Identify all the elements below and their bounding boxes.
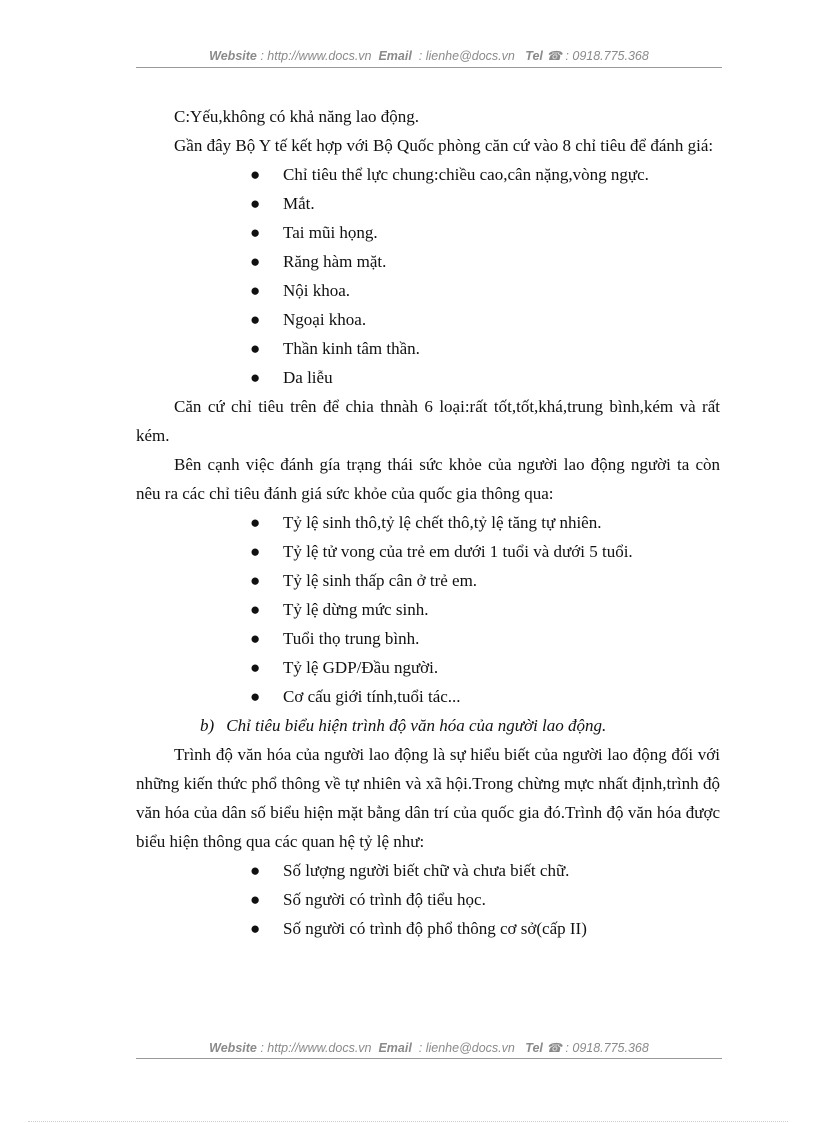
footer-divider <box>136 1058 722 1059</box>
list-item: ● Tai mũi họng. <box>136 218 720 247</box>
list-item: ● Nội khoa. <box>136 276 720 305</box>
bullet-icon: ● <box>250 629 261 648</box>
bullet-icon: ● <box>250 310 261 329</box>
bullet-list-health-criteria <box>136 160 720 392</box>
section-heading-number: b) <box>200 716 215 735</box>
bullet-icon: ● <box>250 890 261 909</box>
bullet-list-education <box>136 856 720 943</box>
bullet-icon: ● <box>250 194 261 213</box>
paragraph-5: Trình độ văn hóa của người lao động là sự hiểu biết của người lao động đối với những kiến thức phổ thông về tự nhiên và xã hội.Trong chừng mực nhất định,trình độ văn hóa của dân số biểu hiện mặt bằng dân trí của quốc gia đó.Trình độ văn hóa được biểu hiện thông qua các quan hệ tỷ lệ như: <box>136 745 720 851</box>
list-item: ● Ngoại khoa. <box>136 305 720 334</box>
bullet-icon: ● <box>250 339 261 358</box>
list-item: ● Số lượng người biết chữ và chưa biết chữ. <box>136 856 720 885</box>
phone-icon: ☎ <box>546 1041 562 1055</box>
list-item: ● Thần kinh tâm thần. <box>136 334 720 363</box>
paragraph-4: Bên cạnh việc đánh gía trạng thái sức khỏe của người lao động người ta còn nêu ra các chỉ tiêu đánh giá sức khỏe của quốc gia thông qua: <box>136 455 720 503</box>
header-divider <box>136 67 722 68</box>
list-item: ● Tỷ lệ GDP/Đầu người. <box>136 653 720 682</box>
list-item: ● Tỷ lệ sinh thô,tỷ lệ chết thô,tỷ lệ tăng tự nhiên. <box>136 508 720 537</box>
footer-website-label: Website <box>209 1041 257 1055</box>
list-item: ● Da liễu <box>136 363 720 392</box>
footer-email-link[interactable]: lienhe@docs.vn <box>425 1041 515 1055</box>
list-item: ● Cơ cấu giới tính,tuổi tác... <box>136 682 720 711</box>
header-website-label: Website <box>209 49 257 63</box>
bullet-icon: ● <box>250 658 261 677</box>
page-edge-dotted-line <box>28 1121 788 1122</box>
list-item: ● Tuổi thọ trung bình. <box>136 624 720 653</box>
bullet-icon: ● <box>250 600 261 619</box>
list-item: ● Tỷ lệ sinh thấp cân ở trẻ em. <box>136 566 720 595</box>
bullet-icon: ● <box>250 687 261 706</box>
bullet-list-national-health <box>136 508 720 711</box>
footer-tel-value: 0918.775.368 <box>572 1041 649 1055</box>
page-header: Website : http://www.docs.vn Email : lienhe@docs.vn Tel ☎ : 0918.775.368 <box>209 49 649 63</box>
bullet-icon: ● <box>250 542 261 561</box>
list-item: ● Mắt. <box>136 189 720 218</box>
phone-icon: ☎ <box>546 49 562 63</box>
header-website-link[interactable]: http://www.docs.vn <box>267 49 372 63</box>
page-footer: Website : http://www.docs.vn Email : lienhe@docs.vn Tel ☎ : 0918.775.368 <box>209 1041 649 1055</box>
list-item: ● Số người có trình độ phổ thông cơ sở(cấp II) <box>136 914 720 943</box>
bullet-icon: ● <box>250 223 261 242</box>
bullet-icon: ● <box>250 252 261 271</box>
list-item: ● Tỷ lệ tử vong của trẻ em dưới 1 tuổi và dưới 5 tuổi. <box>136 537 720 566</box>
bullet-icon: ● <box>250 281 261 300</box>
footer-website-link[interactable]: http://www.docs.vn <box>267 1041 372 1055</box>
document-body <box>136 102 720 943</box>
paragraph-1: C:Yếu,không có khả năng lao động. <box>174 107 420 126</box>
bullet-icon: ● <box>250 571 261 590</box>
bullet-icon: ● <box>250 368 261 387</box>
header-tel-label: Tel <box>525 49 543 63</box>
list-item: ● Răng hàm mặt. <box>136 247 720 276</box>
header-email-label: Email <box>378 49 412 63</box>
header-email-link[interactable]: lienhe@docs.vn <box>425 49 515 63</box>
paragraph-2: Gần đây Bộ Y tế kết hợp với Bộ Quốc phòng căn cứ vào 8 chỉ tiêu để đánh giá: <box>174 136 714 155</box>
section-heading <box>136 711 720 740</box>
list-item: ● Tỷ lệ dừng mức sinh. <box>136 595 720 624</box>
section-heading-text: Chỉ tiêu biểu hiện trình độ văn hóa của người lao động. <box>226 716 607 735</box>
footer-email-label: Email <box>378 1041 412 1055</box>
bullet-icon: ● <box>250 861 261 880</box>
paragraph-3: Căn cứ chỉ tiêu trên để chia thnàh 6 loại:rất tốt,tốt,khá,trung bình,kém và rất kém. <box>136 397 720 445</box>
list-item: ● Chỉ tiêu thể lực chung:chiều cao,cân nặng,vòng ngực. <box>136 160 720 189</box>
footer-tel-label: Tel <box>525 1041 543 1055</box>
header-tel-value: 0918.775.368 <box>572 49 649 63</box>
list-item: ● Số người có trình độ tiểu học. <box>136 885 720 914</box>
bullet-icon: ● <box>250 513 261 532</box>
bullet-icon: ● <box>250 165 261 184</box>
bullet-icon: ● <box>250 919 261 938</box>
